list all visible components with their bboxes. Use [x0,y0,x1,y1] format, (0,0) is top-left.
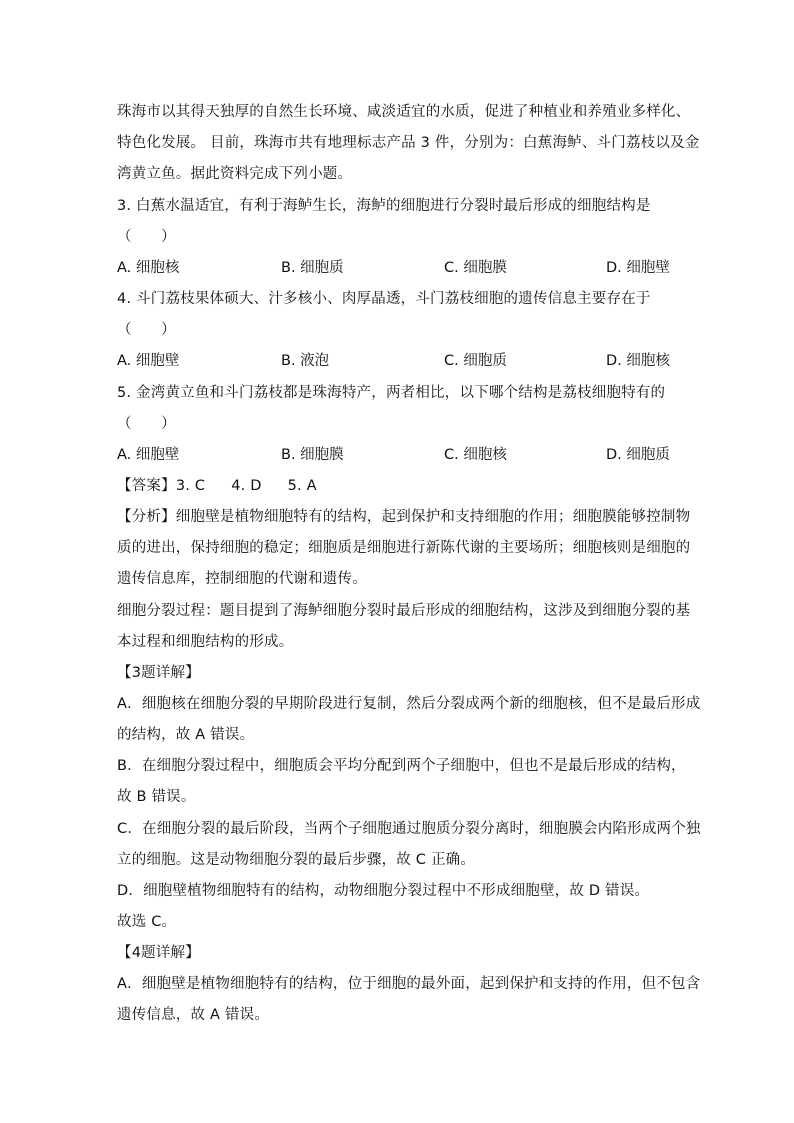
question-3-paren: （ ） [117,229,176,245]
detail-3-line: B．在细胞分裂过程中，细胞质会平均分配到两个子细胞中，但也不是最后形成的结构， [117,758,686,774]
question-4-option-a: A. 细胞壁 [117,353,180,369]
question-5-option-c: C. 细胞核 [444,447,507,463]
detail-4-line: A．细胞壁是植物细胞特有的结构，位于细胞的最外面，起到保护和支持的作用，但不包含 [117,976,701,992]
detail-4-heading: 【4题详解】 [117,945,200,961]
question-3-option-b: B. 细胞质 [281,260,344,276]
question-4-paren: （ ） [117,322,176,338]
question-4-option-b: B. 液泡 [281,353,330,369]
detail-3-line: A．细胞核在细胞分裂的早期阶段进行复制，然后分裂成两个新的细胞核，但不是最后形成 [117,696,701,712]
detail-3-conclusion: 故选 C。 [117,914,177,930]
question-5-stem: 5. 金湾黄立鱼和斗门荔枝都是珠海特产，两者相比，以下哪个结构是荔枝细胞特有的 [117,385,666,401]
question-3-stem: 3. 白蕉水温适宜，有利于海鲈生长，海鲈的细胞进行分裂时最后形成的细胞结构是 [117,198,651,214]
question-3-option-d: D. 细胞壁 [606,260,670,276]
intro-line: 珠海市以其得天独厚的自然生长环境、咸淡适宜的水质，促进了种植业和养殖业多样化、 [117,104,691,120]
question-5-option-a: A. 细胞壁 [117,447,180,463]
intro-line: 特色化发展。 目前，珠海市共有地理标志产品 3 件，分别为：白蕉海鲈、斗门荔枝以及金 [117,135,700,151]
analysis-line: 本过程和细胞结构的形成。 [117,634,294,650]
answer-item: 3. C [175,478,206,494]
answer-line [117,476,317,496]
detail-3-line: D．细胞壁植物细胞特有的结构，动物细胞分裂过程中不形成细胞壁，故 D 错误。 [117,883,650,899]
question-5-option-b: B. 细胞膜 [281,447,344,463]
question-3-option-a: A. 细胞核 [117,260,180,276]
question-4-option-d: D. 细胞核 [606,353,670,369]
answer-label: 【答案】 [117,478,176,494]
detail-4-line: 遗传信息，故 A 错误。 [117,1007,270,1023]
question-4-stem: 4. 斗门荔枝果体硕大、汁多核小、肉厚晶透，斗门荔枝细胞的遗传信息主要存在于 [117,291,651,307]
analysis-line: 遗传信息库，控制细胞的代谢和遗传。 [117,571,367,587]
detail-3-line: 故 B 错误。 [117,789,196,805]
detail-3-line: C．在细胞分裂的最后阶段，当两个子细胞通过胞质分裂分离时，细胞膜会内陷形成两个独 [117,821,701,837]
analysis-line: 细胞分裂过程：题目提到了海鲈细胞分裂时最后形成的细胞结构，这涉及到细胞分裂的基 [117,603,691,619]
question-5-paren: （ ） [117,416,176,432]
detail-3-line: 的结构，故 A 错误。 [117,727,255,743]
answer-item: 4. D [231,478,262,494]
analysis-line: 质的进出，保持细胞的稳定；细胞质是细胞进行新陈代谢的主要场所；细胞核则是细胞的 [117,540,691,556]
intro-line: 湾黄立鱼。据此资料完成下列小题。 [117,166,353,182]
question-4-option-c: C. 细胞质 [444,353,507,369]
question-3-option-c: C. 细胞膜 [444,260,507,276]
answer-item: 5. A [287,478,317,494]
question-5-option-d: D. 细胞质 [606,447,670,463]
analysis-line: 【分析】细胞壁是植物细胞特有的结构，起到保护和支持细胞的作用；细胞膜能够控制物 [117,509,691,525]
detail-3-heading: 【3题详解】 [117,665,200,681]
detail-3-line: 立的细胞。这是动物细胞分裂的最后步骤，故 C 正确。 [117,852,476,868]
